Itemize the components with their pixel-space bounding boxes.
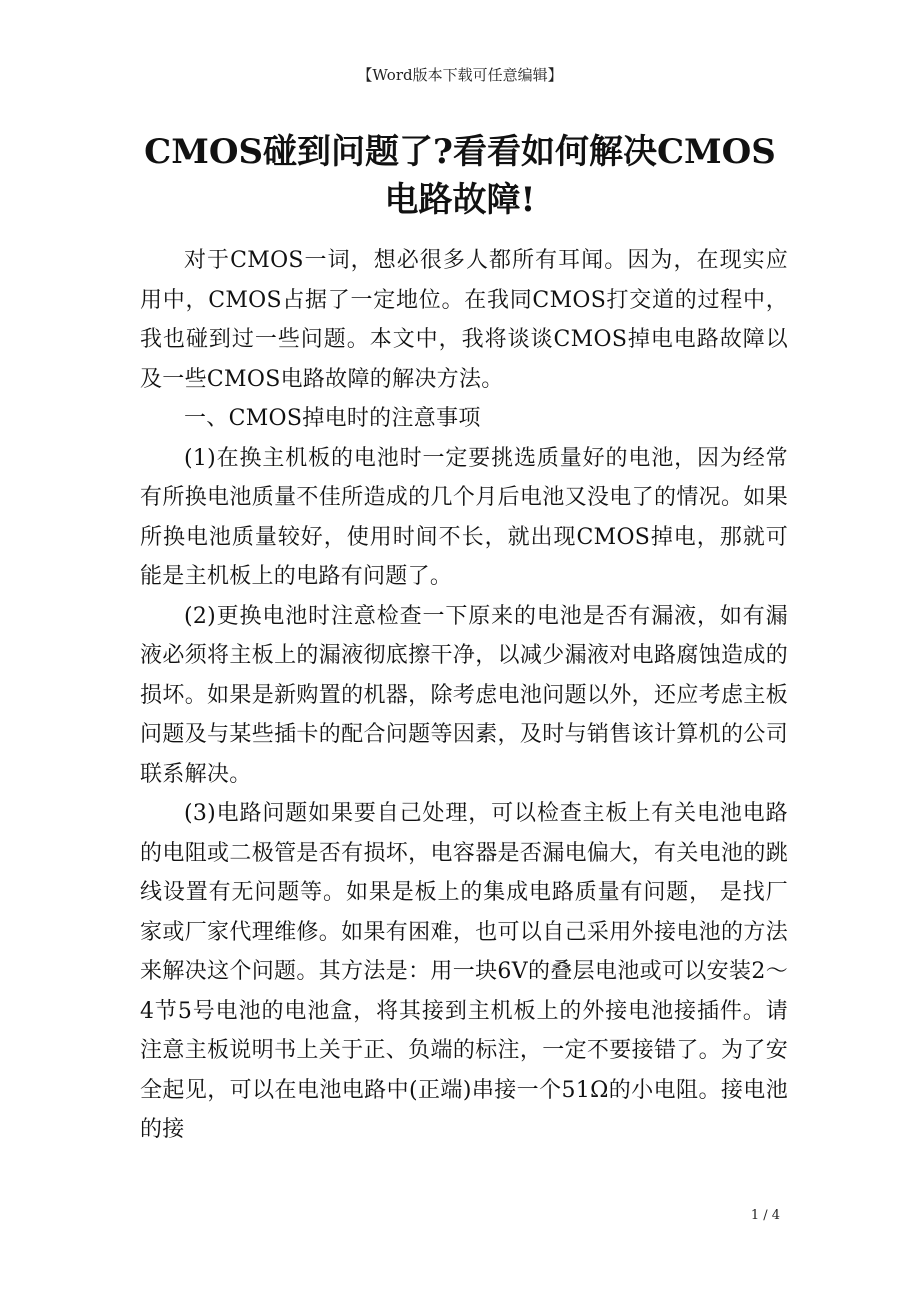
paragraph-item-2: (2)更换电池时注意检查一下原来的电池是否有漏液，如有漏液必须将主板上的漏液彻底擦干净，以减少漏液对电路腐蚀造成的损坏。如果是新购置的机器，除考虑电池问题以外，还应考虑主板问题及与某些插卡的配合问题等因素，及时与销售该计算机的公司联系解决。 <box>140 603 788 787</box>
title-line-2: 电路故障! <box>384 180 536 220</box>
document-body <box>140 241 788 1150</box>
download-note: 【Word版本下载可任意编辑】 <box>357 66 563 84</box>
page-title <box>120 128 800 224</box>
paragraph-item-3: (3)电路问题如果要自己处理，可以检查主板上有关电池电路的电阻或二极管是否有损坏，电容器是否漏电偏大，有关电池的跳线设置有无问题等。如果是板上的集成电路质量有问题， 是找厂家或厂家代理维修。如果有困难，也可以自己采用外接电池的方法来解决这个问题。其方法是：用一块6V的叠层电池或可以安装2～4节5号电池的电池盒，将其接到主机板上的外接电池接插件。请注意主板说明书上关于正、负端的标注，一定不要接错了。为了安全起见，可以在电池电路中(正端)串接一个51Ω的小电阻。接电池的接 <box>140 801 788 1142</box>
title-line-1: CMOS碰到问题了?看看如何解决CMOS <box>144 132 776 172</box>
paragraph-item-1: (1)在换主机板的电池时一定要挑选质量好的电池，因为经常有所换电池质量不佳所造成的几个月后电池又没电了的情况。如果所换电池质量较好，使用时间不长，就出现CMOS掉电，那就可能是主机板上的电路有问题了。 <box>140 445 788 589</box>
section-heading: 一、CMOS掉电时的注意事项 <box>184 406 481 431</box>
paragraph-intro: 对于CMOS一词，想必很多人都所有耳闻。因为，在现实应用中，CMOS占据了一定地位。在我同CMOS打交道的过程中，我也碰到过一些问题。本文中，我将谈谈CMOS掉电电路故障以及一些CMOS电路故障的解决方法。 <box>140 248 788 392</box>
page-number: 1 / 4 <box>750 1208 780 1223</box>
